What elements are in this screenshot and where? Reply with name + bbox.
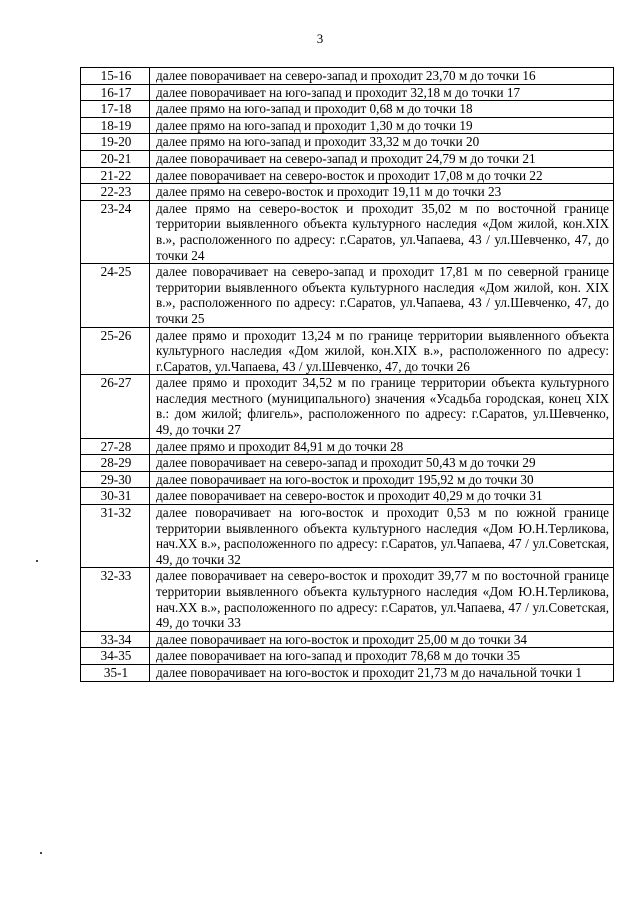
table-row <box>81 471 614 488</box>
segment-description: далее прямо на северо-восток и проходит 19,11 м до точки 23 <box>150 184 614 201</box>
boundary-description-table <box>80 67 614 682</box>
table-body <box>81 68 614 682</box>
segment-number: 32-33 <box>81 568 150 631</box>
table-row <box>81 134 614 151</box>
segment-description: далее поворачивает на северо-восток и проходит 40,29 м до точки 31 <box>150 488 614 505</box>
segment-description: далее прямо и проходит 84,91 м до точки 28 <box>150 438 614 455</box>
segment-description: далее прямо на юго-запад и проходит 0,68 м до точки 18 <box>150 101 614 118</box>
segment-number: 15-16 <box>81 68 150 85</box>
scan-speck <box>40 852 42 854</box>
segment-description: далее поворачивает на юго-восток и проходит 21,73 м до начальной точки 1 <box>150 664 614 681</box>
table-row <box>81 648 614 665</box>
segment-description: далее поворачивает на юго-восток и проходит 25,00 м до точки 34 <box>150 631 614 648</box>
table-row <box>81 101 614 118</box>
scan-speck <box>36 560 38 562</box>
segment-number: 20-21 <box>81 150 150 167</box>
segment-description: далее поворачивает на юго-запад и проходит 32,18 м до точки 17 <box>150 84 614 101</box>
table-row <box>81 455 614 472</box>
segment-description: далее поворачивает на юго-восток и проходит 195,92 м до точки 30 <box>150 471 614 488</box>
segment-number: 33-34 <box>81 631 150 648</box>
segment-number: 24-25 <box>81 264 150 327</box>
segment-number: 31-32 <box>81 505 150 568</box>
segment-description: далее поворачивает на северо-восток и проходит 17,08 м до точки 22 <box>150 167 614 184</box>
table-row <box>81 184 614 201</box>
segment-description: далее поворачивает на юго-восток и проходит 0,53 м по южной границе территории выявленного объекта культурного наследия «Дом Ю.Н.Терликова, нач.XX в.», расположенного по адресу: г.Саратов, ул.Чапаева, 47 / ул.Советская, 49, до точки 32 <box>150 505 614 568</box>
segment-description: далее поворачивает на северо-запад и проходит 23,70 м до точки 16 <box>150 68 614 85</box>
segment-number: 28-29 <box>81 455 150 472</box>
table-row <box>81 150 614 167</box>
segment-number: 16-17 <box>81 84 150 101</box>
segment-number: 17-18 <box>81 101 150 118</box>
segment-number: 26-27 <box>81 375 150 438</box>
segment-description: далее поворачивает на северо-запад и проходит 17,81 м по северной границе территории выявленного объекта культурного наследия «Дом жилой, кон. XIX в.», расположенного по адресу: г.Саратов, ул.Чапаева, 43 / ул.Шевченко, 47, до точки 25 <box>150 264 614 327</box>
table-row <box>81 568 614 631</box>
table-row <box>81 68 614 85</box>
page-number: 3 <box>316 31 324 46</box>
table-row <box>81 438 614 455</box>
table-row <box>81 375 614 438</box>
table-row <box>81 327 614 375</box>
segment-number: 35-1 <box>81 664 150 681</box>
table-row <box>81 264 614 327</box>
segment-description: далее прямо на юго-запад и проходит 33,32 м до точки 20 <box>150 134 614 151</box>
segment-number: 21-22 <box>81 167 150 184</box>
table-row <box>81 505 614 568</box>
segment-number: 27-28 <box>81 438 150 455</box>
table-row <box>81 200 614 263</box>
segment-number: 29-30 <box>81 471 150 488</box>
segment-number: 30-31 <box>81 488 150 505</box>
segment-number: 18-19 <box>81 117 150 134</box>
segment-description: далее поворачивает на юго-запад и проходит 78,68 м до точки 35 <box>150 648 614 665</box>
table-row <box>81 167 614 184</box>
segment-description: далее прямо и проходит 13,24 м по границе территории выявленного объекта культурного наследия «Дом жилой, кон.XIX в.», расположенного по адресу: г.Саратов, ул.Чапаева, 43 / ул.Шевченко, 47, до точки 26 <box>150 327 614 375</box>
table-row <box>81 117 614 134</box>
segment-number: 22-23 <box>81 184 150 201</box>
segment-number: 23-24 <box>81 200 150 263</box>
segment-description: далее поворачивает на северо-запад и проходит 24,79 м до точки 21 <box>150 150 614 167</box>
segment-description: далее прямо на юго-запад и проходит 1,30 м до точки 19 <box>150 117 614 134</box>
segment-number: 34-35 <box>81 648 150 665</box>
segment-description: далее поворачивает на северо-восток и проходит 39,77 м по восточной границе территории выявленного объекта культурного наследия «Дом Ю.Н.Терликова, нач.XX в.», расположенного по адресу: г.Саратов, ул.Чапаева, 47 / ул.Советская, 49, до точки 33 <box>150 568 614 631</box>
segment-description: далее прямо на северо-восток и проходит 35,02 м по восточной границе территории выявленного объекта культурного наследия «Дом жилой, кон.XIX в.», расположенного по адресу: г.Саратов, ул.Чапаева, 43 / ул.Шевченко, 47, до точки 24 <box>150 200 614 263</box>
table-row <box>81 84 614 101</box>
segment-number: 19-20 <box>81 134 150 151</box>
table-row <box>81 664 614 681</box>
segment-description: далее поворачивает на северо-запад и проходит 50,43 м до точки 29 <box>150 455 614 472</box>
segment-description: далее прямо и проходит 34,52 м по границе территории объекта культурного наследия местного (муниципального) значения «Усадьба городская, конец XIX в.: дом жилой; флигель», расположенного по адресу: г.Саратов, ул.Шевченко, 49, до точки 27 <box>150 375 614 438</box>
table-row <box>81 488 614 505</box>
table-row <box>81 631 614 648</box>
segment-number: 25-26 <box>81 327 150 375</box>
